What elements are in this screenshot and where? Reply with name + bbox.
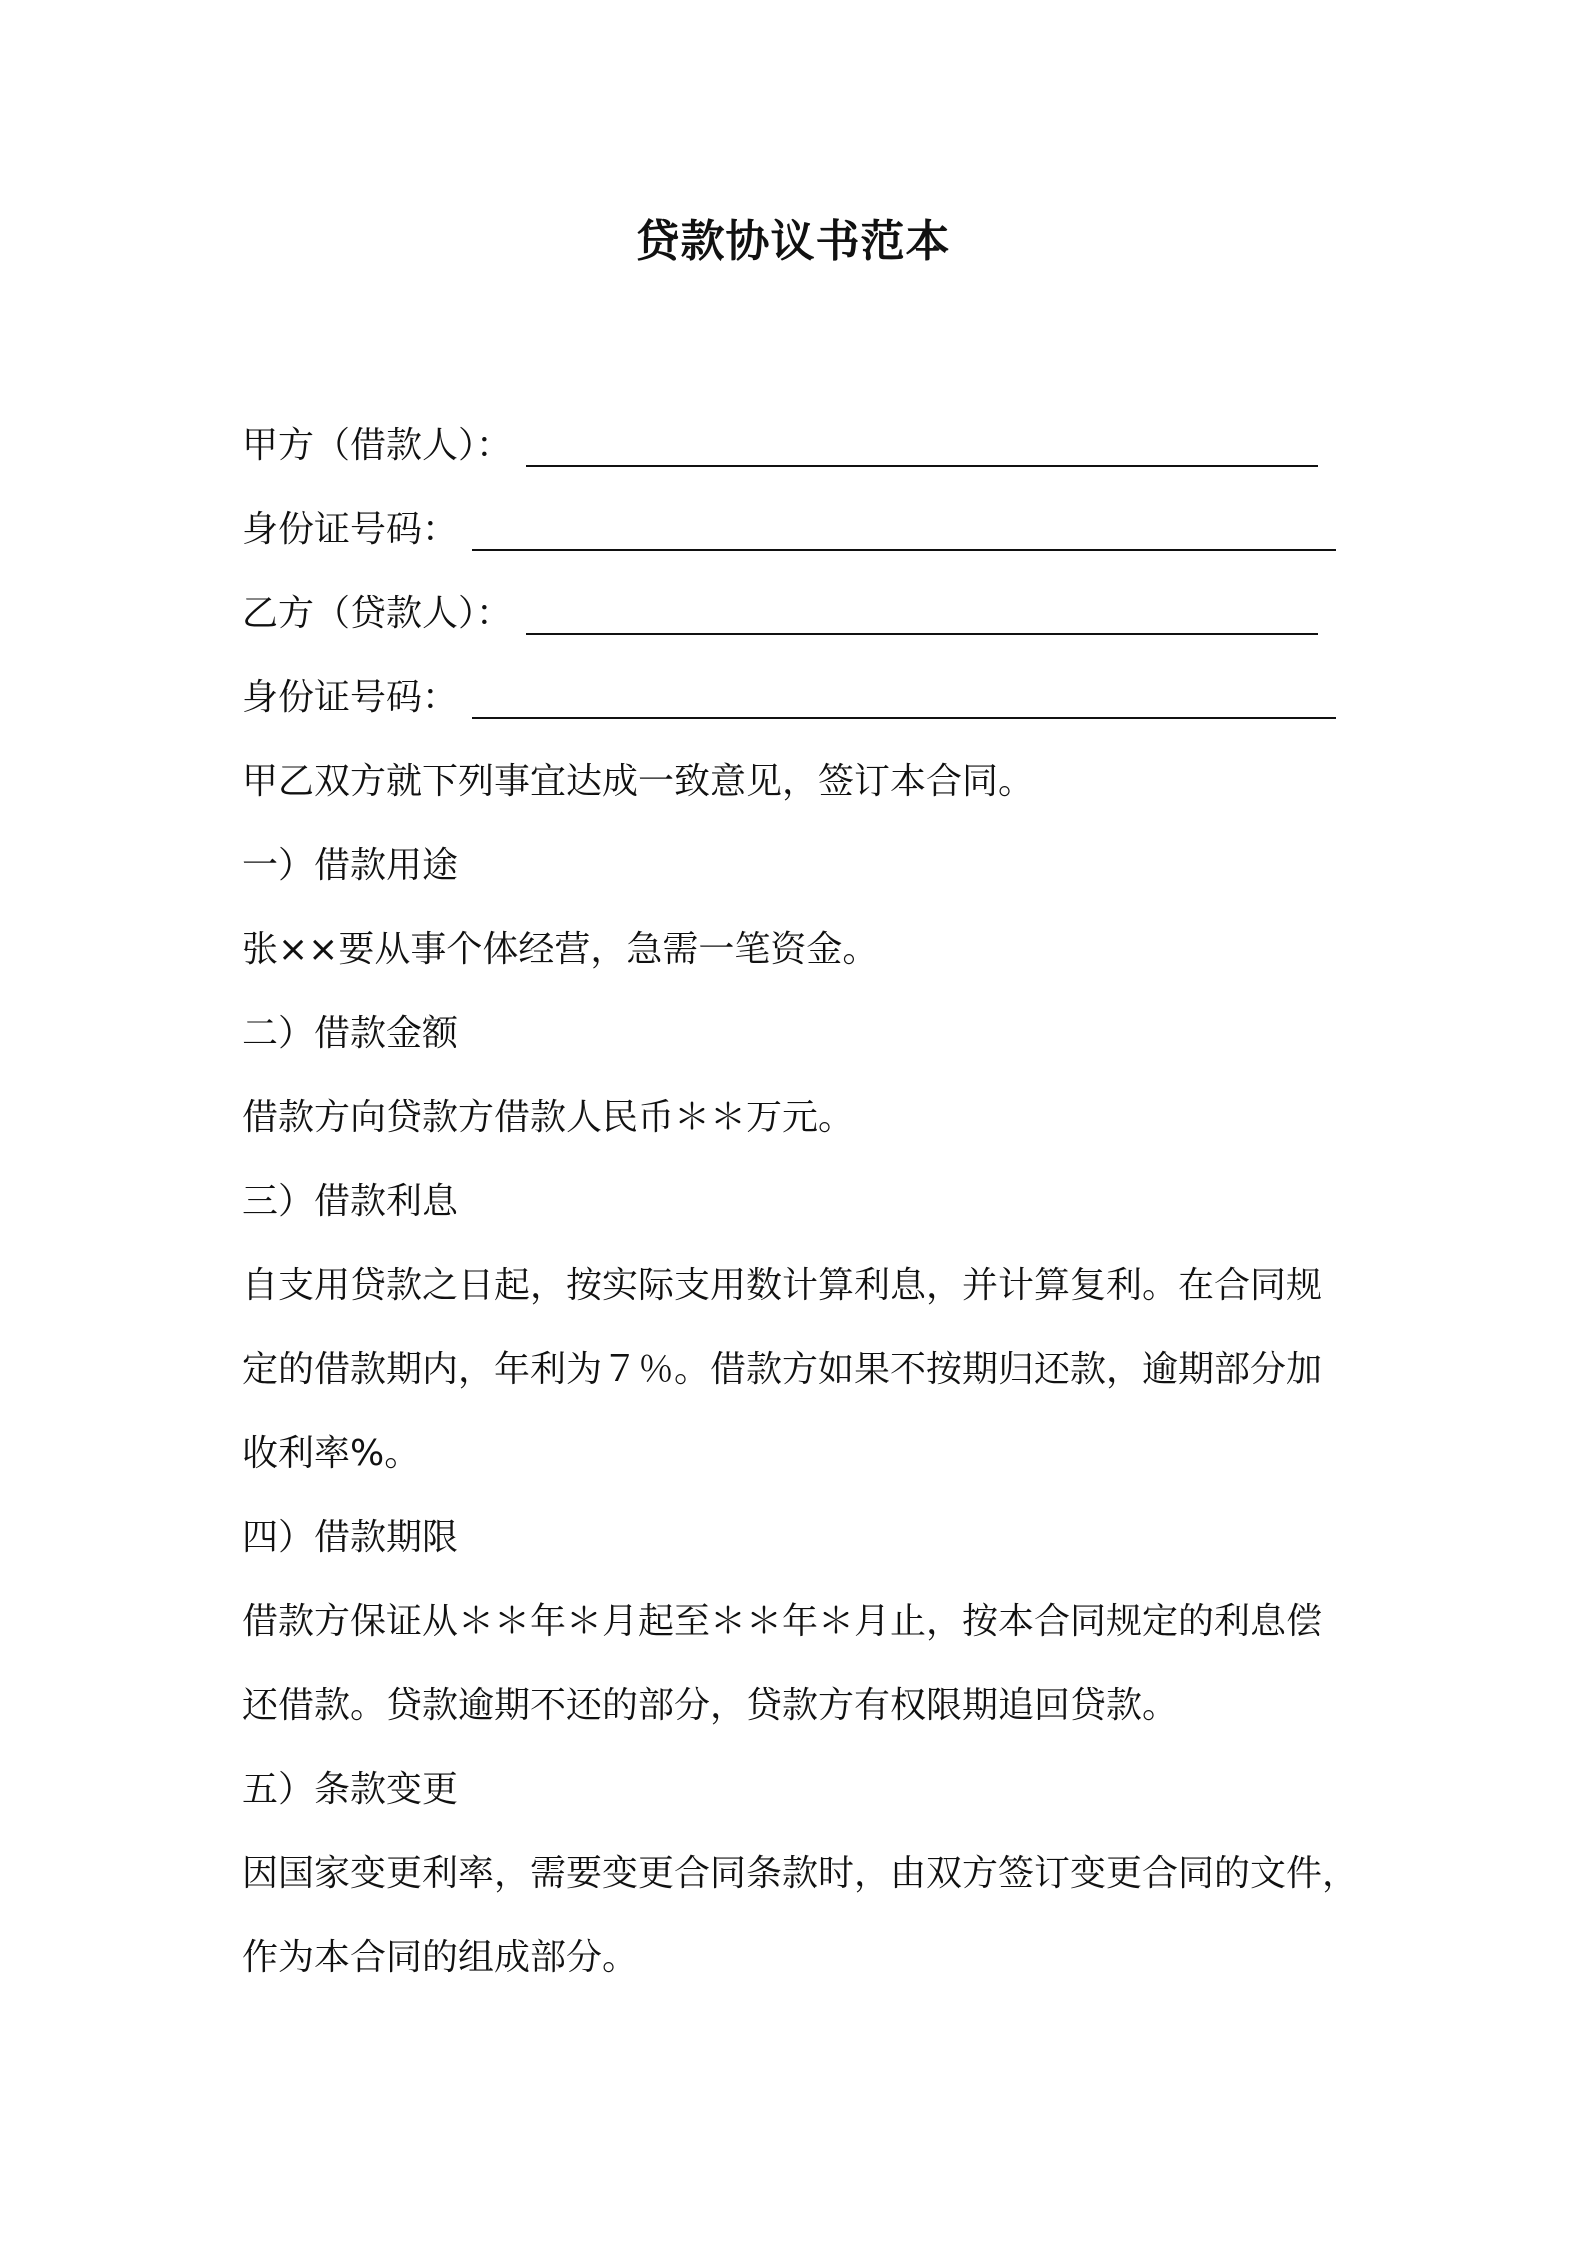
party-b-id-blank[interactable]	[472, 677, 1336, 719]
section-heading: 一）借款用途	[242, 845, 459, 886]
section-text: 借款方保证从＊＊年＊月起至＊＊年＊月止，按本合同规定的利息偿	[242, 1601, 1323, 1642]
section-4	[242, 1496, 1362, 1748]
party-b-field	[242, 572, 1362, 656]
party-a-id-label: 身份证号码：	[242, 509, 459, 550]
section-5	[242, 1748, 1362, 2000]
section-1	[242, 824, 1362, 992]
section-text: 还借款。贷款逾期不还的部分，贷款方有权限期追回贷款。	[242, 1685, 1179, 1726]
party-b-id-field	[242, 656, 1362, 740]
party-b-label: 乙方（贷款人）：	[242, 593, 513, 634]
section-text: 定的借款期内，年利为７％。借款方如果不按期归还款，逾期部分加	[242, 1349, 1323, 1390]
section-text: 借款方向贷款方借款人民币＊＊万元。	[242, 1097, 855, 1138]
party-a-id-field	[242, 488, 1362, 572]
intro-text: 甲乙双方就下列事宜达成一致意见，签订本合同。	[242, 761, 1035, 802]
party-b-blank[interactable]	[526, 593, 1318, 635]
document-title: 贷款协议书范本	[635, 216, 951, 267]
section-heading: 二）借款金额	[242, 1013, 459, 1054]
section-heading: 三）借款利息	[242, 1181, 459, 1222]
section-text: 作为本合同的组成部分。	[242, 1937, 639, 1978]
section-text: 自支用贷款之日起，按实际支用数计算利息，并计算复利。在合同规	[242, 1265, 1323, 1306]
section-text: 因国家变更利率，需要变更合同条款时，由双方签订变更合同的文件，	[242, 1853, 1359, 1894]
document-body	[242, 404, 1362, 2000]
section-text: 张××要从事个体经营，急需一笔资金。	[242, 929, 879, 970]
section-text: 收利率%。	[242, 1433, 421, 1474]
party-a-label: 甲方（借款人）：	[242, 425, 513, 466]
section-3	[242, 1160, 1362, 1496]
party-a-field	[242, 404, 1362, 488]
section-heading: 四）借款期限	[242, 1517, 459, 1558]
party-a-id-blank[interactable]	[472, 509, 1336, 551]
party-b-id-label: 身份证号码：	[242, 677, 459, 718]
section-2	[242, 992, 1362, 1160]
party-a-blank[interactable]	[526, 425, 1318, 467]
section-heading: 五）条款变更	[242, 1769, 459, 1810]
